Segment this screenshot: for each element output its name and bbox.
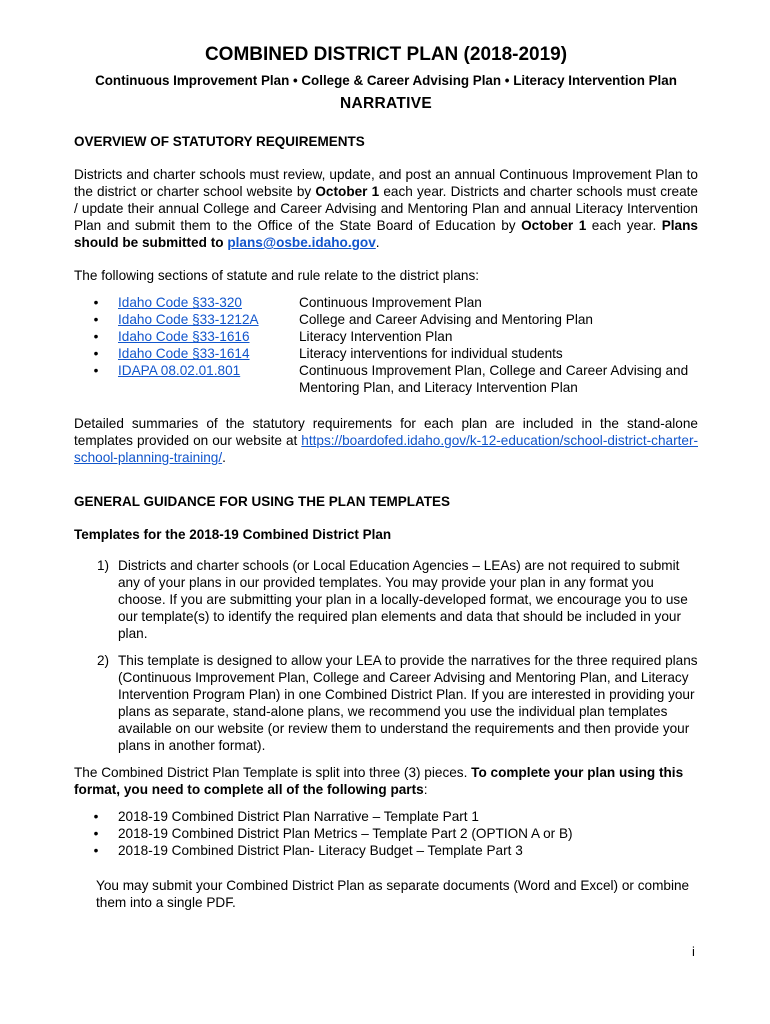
- page-number: i: [692, 944, 695, 959]
- bullet-icon: •: [93, 329, 99, 344]
- bullet-icon: •: [93, 346, 99, 361]
- guidance-item: [74, 652, 698, 754]
- statute-item: [74, 345, 698, 362]
- bullet-icon: •: [93, 363, 99, 378]
- overview-p1-part-a: Districts and charter schools must review, update, and post an annual Continuous Improvement Plan to the district or charter school website by: [74, 167, 698, 199]
- template-part-item: [74, 825, 698, 842]
- template-part-text: 2018-19 Combined District Plan Narrative – Template Part 1: [118, 809, 479, 824]
- overview-p3-end: .: [222, 450, 226, 465]
- item-text: This template is designed to allow your LEA to provide the narratives for the three required plans (Continuous Improvement Plan, College and Career Advising and Mentoring Plan, and Literacy Intervention Program Plan) in one Combined District Plan. If you are interested in providing your plans as separate, stand-alone plans, we recommend you use the individual plan templates available on our website (or review them to understand the requirements and then provide your plans in another format).: [118, 653, 698, 753]
- overview-p3-part-a: Detailed summaries of the statutory requirements for each plan are included in the stand-alone templates provided on our website at: [74, 416, 698, 448]
- statute-item: [74, 328, 698, 345]
- submission-note: Plans should be submitted to: [74, 218, 698, 250]
- statute-item: [74, 362, 698, 396]
- document-subtitle: Continuous Improvement Plan • College & Career Advising Plan • Literacy Intervention Plan: [95, 73, 677, 88]
- statute-list: [74, 294, 698, 396]
- overview-p1-part-e: each year.: [586, 218, 662, 233]
- bullet-icon: •: [93, 826, 99, 841]
- template-part-item: [74, 808, 698, 825]
- item-number: 1): [97, 558, 110, 573]
- statute-link[interactable]: Idaho Code §33-320: [118, 295, 242, 310]
- closing-paragraph: You may submit your Combined District Plan as separate documents (Word and Excel) or combine them into a single PDF.: [96, 878, 690, 910]
- guidance-subheading: Templates for the 2018-19 Combined District Plan: [74, 527, 392, 542]
- split-part-a: The Combined District Plan Template is split into three (3) pieces.: [74, 765, 472, 780]
- statute-link[interactable]: Idaho Code §33-1614: [118, 346, 250, 361]
- statute-description: Continuous Improvement Plan: [299, 295, 482, 310]
- overview-paragraph-2: The following sections of statute and rule relate to the district plans:: [74, 268, 480, 283]
- overview-p1-end: .: [375, 235, 380, 250]
- bullet-icon: •: [93, 809, 99, 824]
- template-parts-list: [74, 808, 698, 859]
- template-part-text: 2018-19 Combined District Plan- Literacy Budget – Template Part 3: [118, 843, 523, 858]
- bullet-icon: •: [93, 295, 99, 310]
- deadline-2: October 1: [521, 218, 587, 233]
- statute-description: Literacy Intervention Plan: [299, 329, 453, 344]
- item-text: Districts and charter schools (or Local Education Agencies – LEAs) are not required to submit any of your plans in our provided templates. You may provide your plan in any format you choose. If you are submitting your plan in a locally-developed format, we encourage you to use our template(s) to identify the required plan elements and data that should be included in your plan.: [118, 558, 688, 641]
- statute-link[interactable]: Idaho Code §33-1212A: [118, 312, 259, 327]
- split-part-c: :: [423, 782, 428, 797]
- deadline-1: October 1: [315, 184, 380, 199]
- section-label-narrative: NARRATIVE: [340, 95, 432, 112]
- split-instruction: To complete your plan using this format, you need to complete all of the following parts: [74, 765, 684, 797]
- template-part-item: [74, 842, 698, 859]
- guidance-item: [74, 557, 698, 642]
- overview-paragraph-3: [74, 415, 698, 466]
- document-title: COMBINED DISTRICT PLAN (2018-2019): [204, 44, 568, 65]
- template-part-text: 2018-19 Combined District Plan Metrics – Template Part 2 (OPTION A or B): [118, 826, 573, 841]
- overview-paragraph-1: [74, 166, 698, 251]
- planning-training-link[interactable]: https://boardofed.idaho.gov/k-12-education/school-district-charter-school-planning-training/: [74, 433, 698, 465]
- statute-item: [74, 311, 698, 328]
- statute-link[interactable]: Idaho Code §33-1616: [118, 329, 250, 344]
- overview-p1-part-c: each year. Districts and charter schools must create / update their annual College and Career Advising and Mentoring Plan and annual Literacy Intervention Plan and submit them to the Office of the State Board of Education by: [74, 184, 698, 233]
- bullet-icon: •: [93, 843, 99, 858]
- statute-description: College and Career Advising and Mentoring Plan: [299, 312, 593, 327]
- statute-item: [74, 294, 698, 311]
- guidance-heading: GENERAL GUIDANCE FOR USING THE PLAN TEMPLATES: [74, 494, 451, 509]
- guidance-numbered-list: [74, 557, 698, 754]
- bullet-icon: •: [93, 312, 99, 327]
- statute-link[interactable]: IDAPA 08.02.01.801: [118, 363, 241, 378]
- document-page: [74, 44, 698, 911]
- split-paragraph: [74, 764, 698, 798]
- item-number: 2): [97, 653, 110, 668]
- overview-heading: OVERVIEW OF STATUTORY REQUIREMENTS: [74, 134, 365, 149]
- statute-description: Literacy interventions for individual students: [299, 346, 563, 361]
- submission-email-link[interactable]: plans@osbe.idaho.gov: [227, 235, 376, 250]
- statute-description: Continuous Improvement Plan, College and Career Advising and Mentoring Plan, and Literacy Intervention Plan: [299, 363, 689, 395]
